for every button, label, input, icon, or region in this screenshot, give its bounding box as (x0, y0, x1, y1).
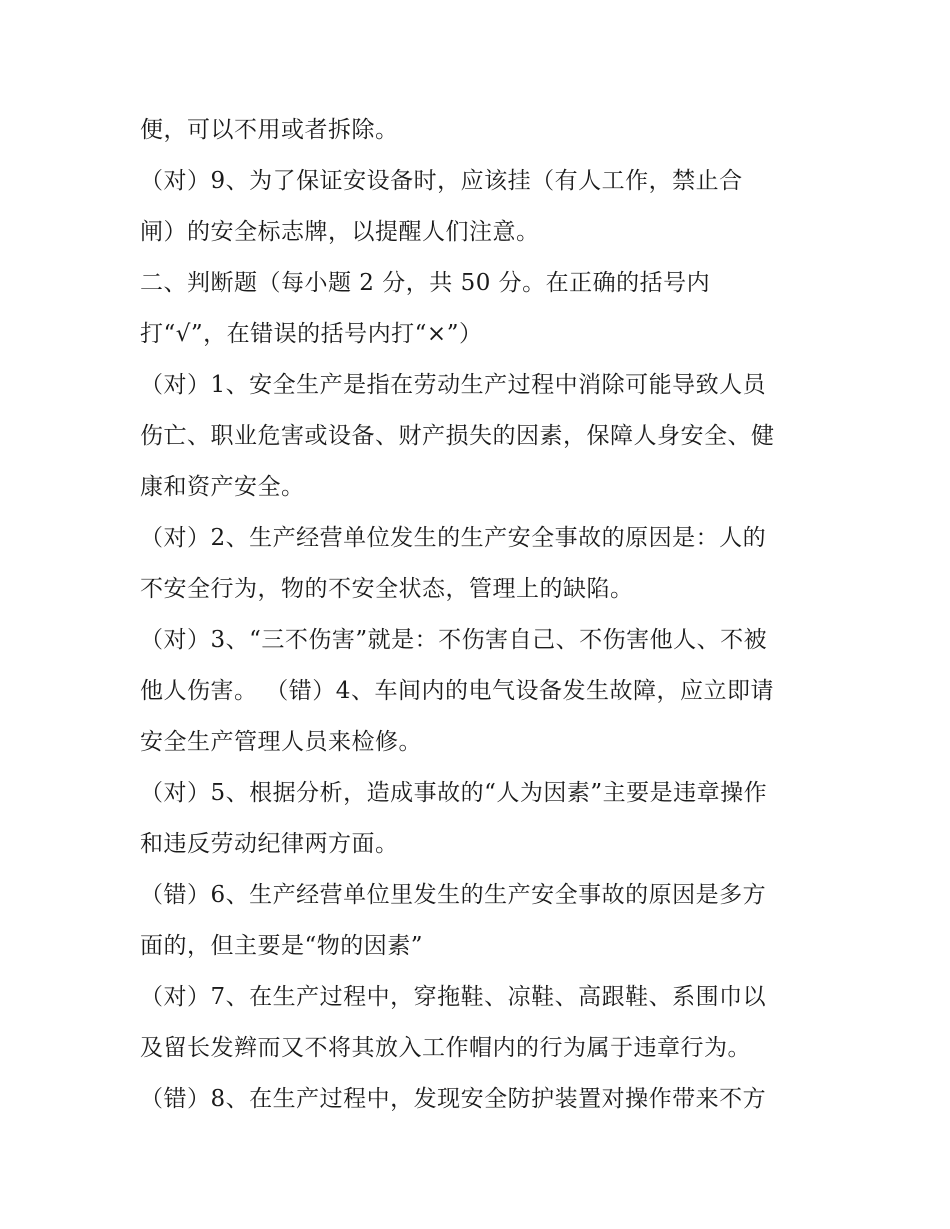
text-line: （错）8、在生产过程中，发现安全防护装置对操作带来不方 (140, 1086, 767, 1112)
text-line: （对）5、根据分析，造成事故的“人为因素”主要是违章操作 (140, 780, 768, 806)
text-line: （对）7、在生产过程中，穿拖鞋、凉鞋、高跟鞋、系围巾以 (140, 984, 767, 1010)
document-body (140, 105, 830, 1125)
text-line: 便，可以不用或者拆除。 (140, 117, 399, 143)
text-line: （对）3、“三不伤害”就是：不伤害自己、不伤害他人、不被 (140, 627, 768, 653)
text-line: 闸）的安全标志牌，以提醒人们注意。 (140, 219, 540, 245)
section-heading: 二、判断题（每小题 2 分，共 50 分。在正确的括号内 (140, 270, 711, 296)
text-line: 伤亡、职业危害或设备、财产损失的因素，保障人身安全、健 (140, 423, 775, 449)
text-line: （对）1、安全生产是指在劳动生产过程中消除可能导致人员 (140, 372, 767, 398)
text-line: 安全生产管理人员来检修。 (140, 729, 422, 755)
text-line: （对）2、生产经营单位发生的生产安全事故的原因是：人的 (140, 525, 767, 551)
text-line: 面的，但主要是“物的因素” (140, 933, 424, 959)
text-line: （对）9、为了保证安设备时，应该挂（有人工作，禁止合 (140, 168, 743, 194)
text-line: 不安全行为，物的不安全状态，管理上的缺陷。 (140, 576, 634, 602)
text-line: 和违反劳动纪律两方面。 (140, 831, 399, 857)
text-line: 他人伤害。 （错）4、车间内的电气设备发生故障，应立即请 (140, 678, 774, 704)
section-heading-cont: 打“√”，在错误的括号内打“×”） (140, 321, 483, 347)
text-line: 康和资产安全。 (140, 474, 305, 500)
text-line: 及留长发辫而又不将其放入工作帽内的行为属于违章行为。 (140, 1035, 751, 1061)
text-line: （错）6、生产经营单位里发生的生产安全事故的原因是多方 (140, 882, 767, 908)
